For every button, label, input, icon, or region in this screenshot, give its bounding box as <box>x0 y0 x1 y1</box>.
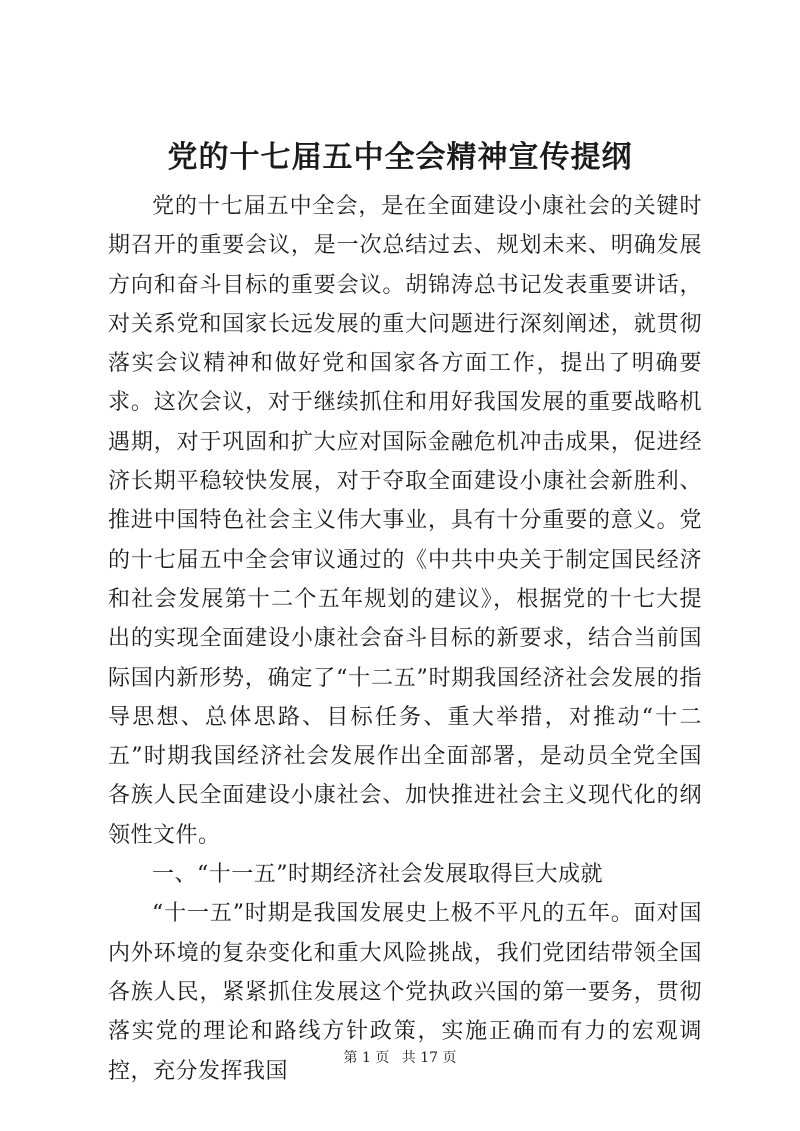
document-body <box>108 187 702 1091</box>
document-title: 党的十七届五中全会精神宣传提纲 <box>167 140 633 175</box>
paragraph-section-1: “十一五”时期是我国发展史上极不平凡的五年。面对国内外环境的复杂变化和重大风险挑战，我们党团结带领全国各族人民，紧紧抓住发展这个党执政兴国的第一要务，贯彻落实党的理论和路线方针政策，实施正确而有力的宏观调控，充分发挥我国 <box>108 901 702 1084</box>
page-number: 第 1 页 <box>343 1050 390 1066</box>
page-total: 共 17 页 <box>401 1050 457 1066</box>
page-footer <box>0 1048 800 1068</box>
paragraph-intro: 党的十七届五中全会，是在全面建设小康社会的关键时期召开的重要会议，是一次总结过去、规划未来、明确发展方向和奋斗目标的重要会议。胡锦涛总书记发表重要讲话，对关系党和国家长远发展的重大问题进行深刻阐述，就贯彻落实会议精神和做好党和国家各方面工作，提出了明确要求。这次会议，对于继续抓住和用好我国发展的重要战略机遇期，对于巩固和扩大应对国际金融危机冲击成果，促进经济长期平稳较快发展，对于夺取全面建设小康社会新胜利、推进中国特色社会主义伟大事业，具有十分重要的意义。党的十七届五中全会审议通过的《中共中央关于制定国民经济和社会发展第十二个五年规划的建议》，根据党的十七大提出的实现全面建设小康社会奋斗目标的新要求，结合当前国际国内新形势，确定了“十二五”时期我国经济社会发展的指导思想、总体思路、目标任务、重大举措，对推动“十二五”时期我国经济社会发展作出全面部署，是动员全党全国各族人民全面建设小康社会、加快推进社会主义现代化的纲领性文件。 <box>108 194 702 848</box>
section-heading-1: 一、“十一五”时期经济社会发展取得巨大成就 <box>152 862 603 888</box>
